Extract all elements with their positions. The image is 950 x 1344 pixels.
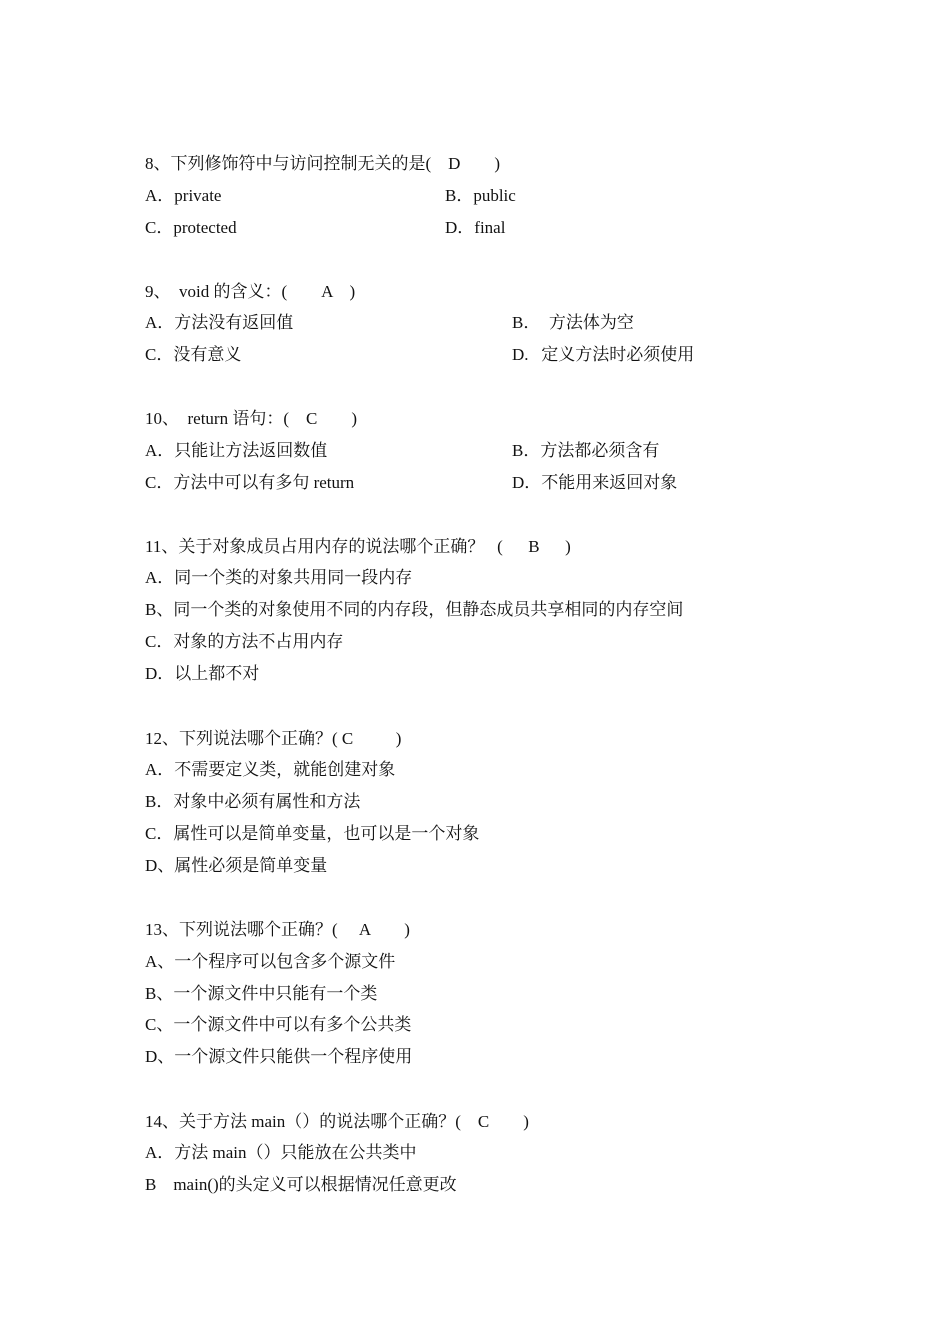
question-9-option-b: B． 方法体为空 [512,313,634,332]
question-10-option-a: A．只能让方法返回数值 [145,441,328,460]
question-13-option-a: A、一个程序可以包含多个源文件 [145,952,396,971]
question-8-option-d: D．final [445,218,506,237]
question-10-option-b: B．方法都必须含有 [512,441,660,460]
question-9-stem: 9、 void 的含义：( A ) [145,282,356,301]
question-11-stem: 11、关于对象成员占用内存的说法哪个正确？ ( B ) [145,537,571,556]
question-11-option-c: C．对象的方法不占用内存 [145,632,344,651]
question-9-option-a: A．方法没有返回值 [145,313,294,332]
question-9-option-d: D. 定义方法时必须使用 [512,345,695,364]
question-10-option-d: D．不能用来返回对象 [512,473,678,492]
question-12-option-b: B．对象中必须有属性和方法 [145,792,361,811]
question-10-option-c: C．方法中可以有多句 return [145,473,355,492]
question-13-option-d: D、一个源文件只能供一个程序使用 [145,1047,413,1066]
question-13-stem: 13、下列说法哪个正确？( A ) [145,920,410,939]
question-11-option-a: A．同一个类的对象共用同一段内存 [145,568,413,587]
question-12-option-a: A．不需要定义类，就能创建对象 [145,760,396,779]
question-14-option-a: A．方法 main（）只能放在公共类中 [145,1143,417,1162]
question-8-stem: 8、下列修饰符中与访问控制无关的是( D ) [145,154,501,173]
question-13-option-b: B、一个源文件中只能有一个类 [145,984,378,1003]
question-8-option-b: B．public [445,186,516,205]
question-8-option-c: C．protected [145,218,237,237]
question-12-stem: 12、下列说法哪个正确？( C ) [145,729,402,748]
question-13-option-c: C、一个源文件中可以有多个公共类 [145,1015,412,1034]
question-10-stem: 10、 return 语句：( C ) [145,409,358,428]
question-11-option-b: B、同一个类的对象使用不同的内存段，但静态成员共享相同的内存空间 [145,600,684,619]
question-8-option-a: A．private [145,186,222,205]
question-11-option-d: D．以上都不对 [145,664,260,683]
question-9-option-c: C．没有意义 [145,345,242,364]
question-12-option-c: C．属性可以是简单变量，也可以是一个对象 [145,824,480,843]
question-14-option-b: B main()的头定义可以根据情况任意更改 [145,1175,457,1194]
question-14-stem: 14、关于方法 main（）的说法哪个正确？( C ) [145,1112,529,1131]
question-12-option-d: D、属性必须是简单变量 [145,856,328,875]
